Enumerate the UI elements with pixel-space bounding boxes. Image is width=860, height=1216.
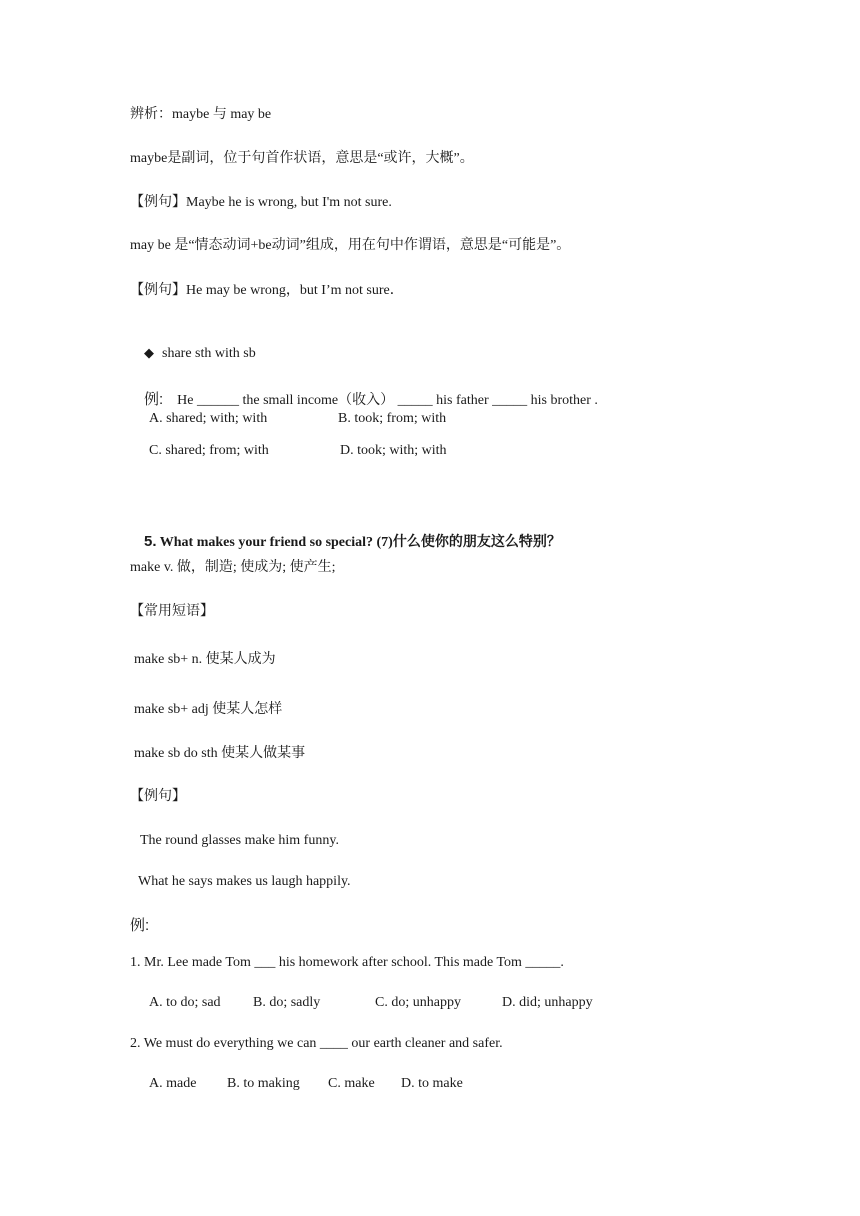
- exercise-label: 例:: [130, 917, 150, 934]
- q2-option-a: A. made: [149, 1076, 197, 1091]
- question-1: 1. Mr. Lee made Tom ___ his homework after school. This made Tom _____.: [130, 955, 564, 970]
- section-number: 5.: [144, 533, 157, 550]
- example-label: 例:: [144, 391, 164, 408]
- share-option-a: A. shared; with; with: [149, 411, 268, 426]
- maybe-definition: maybe是副词，位于句首作状语，意思是“或许，大概”。: [130, 151, 474, 166]
- example-sentence-2: 【例句】He may be wrong，but I’m not sure．: [130, 283, 404, 298]
- share-example-text: He ______ the small income（收入） _____ his father _____ his brother .: [177, 393, 598, 408]
- example-sentence: The round glasses make him funny.: [140, 833, 339, 848]
- examples-heading: 【例句】: [130, 789, 186, 804]
- phrase-item: make sb+ n. 使某人成为: [134, 652, 276, 667]
- q2-option-b: B. to making: [227, 1076, 300, 1091]
- phrase-item: make sb+ adj 使某人怎样: [134, 702, 283, 717]
- make-definition: make v. 做，制造; 使成为; 使产生;: [130, 560, 336, 575]
- share-option-b: B. took; from; with: [338, 411, 447, 426]
- q1-option-a: A. to do; sad: [149, 995, 221, 1010]
- share-option-d: D. took; with; with: [340, 443, 447, 458]
- example-sentence-1: 【例句】Maybe he is wrong, but I'm not sure.: [130, 195, 392, 210]
- q2-option-d: D. to make: [401, 1076, 463, 1091]
- example-sentence: What he says makes us laugh happily.: [138, 874, 351, 889]
- question-2: 2. We must do everything we can ____ our earth cleaner and safer.: [130, 1036, 503, 1051]
- section-title: What makes your friend so special? (7)什么使你的朋友这么特别？: [159, 535, 561, 550]
- q2-option-c: C. make: [328, 1076, 375, 1091]
- analysis-heading: 辨析：maybe 与 may be: [130, 107, 272, 122]
- q1-option-d: D. did; unhappy: [502, 995, 593, 1010]
- q1-option-b: B. do; sadly: [253, 995, 321, 1010]
- phrases-heading: 【常用短语】: [130, 604, 214, 619]
- share-heading: share sth with sb: [162, 346, 256, 361]
- phrase-item: make sb do sth 使某人做某事: [134, 746, 306, 761]
- q1-option-c: C. do; unhappy: [375, 995, 461, 1010]
- share-option-c: C. shared; from; with: [149, 443, 269, 458]
- diamond-bullet-icon: ◆: [144, 345, 154, 360]
- may-be-definition: may be 是“情态动词+be动词”组成，用在句中作谓语，意思是“可能是”。: [130, 238, 571, 253]
